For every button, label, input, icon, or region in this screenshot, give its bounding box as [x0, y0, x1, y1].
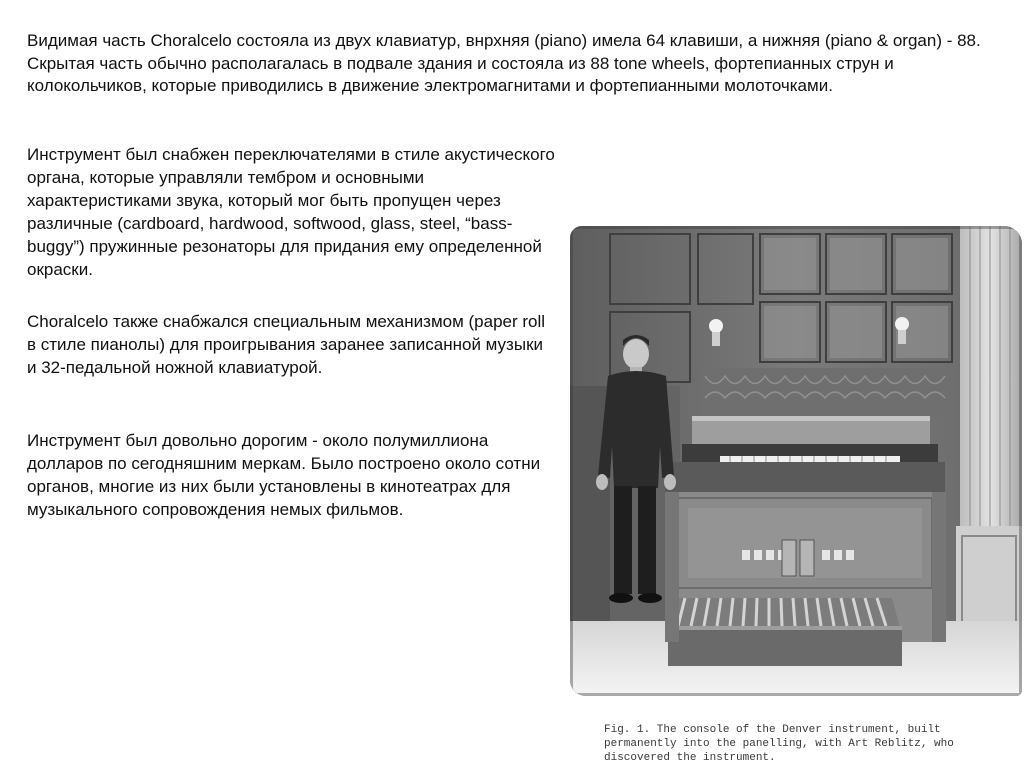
- choralcelo-photo: [570, 226, 1022, 696]
- photo-caption: Fig. 1. The console of the Denver instrument, built permanently into the panelling, with Art Reblitz, who discovered the instrument.: [604, 724, 954, 764]
- intro-paragraph: Видимая часть Choralcelo состояла из двух клавиатур, внрхняя (piano) имела 64 клавиши, а нижняя (piano & organ) - 88. Скрытая часть обычно располагалась в подвале здания и состояла из 88 tone wheels, фортепианных струн и колокольчиков, которые приводились в движение электромагнитами и фортепианными молоточками.: [27, 31, 981, 95]
- paper-roll-paragraph: Choralcelo также снабжался специальным механизмом (paper roll в стиле пианолы) для проигрывания заранее записанной музыки и 32-педальной ножной клавиатурой.: [27, 312, 546, 377]
- switches-paragraph: Инструмент был снабжен переключателями в стиле акустического органа, которые управляли тембром и основными характеристиками звука, который мог быть пропущен через различные (cardboard, hardwood, softwood, glass, steel, “bass-buggy”) пружинные резонаторы для придания ему определенной окраски.: [27, 145, 555, 279]
- price-paragraph: Инструмент был довольно дорогим - около полумиллиона долларов по сегодняшним меркам. Было построено около сотни органов, многие из них были установлены в кинотеатрах для музыкального сопровождения немых фильмов.: [27, 431, 541, 519]
